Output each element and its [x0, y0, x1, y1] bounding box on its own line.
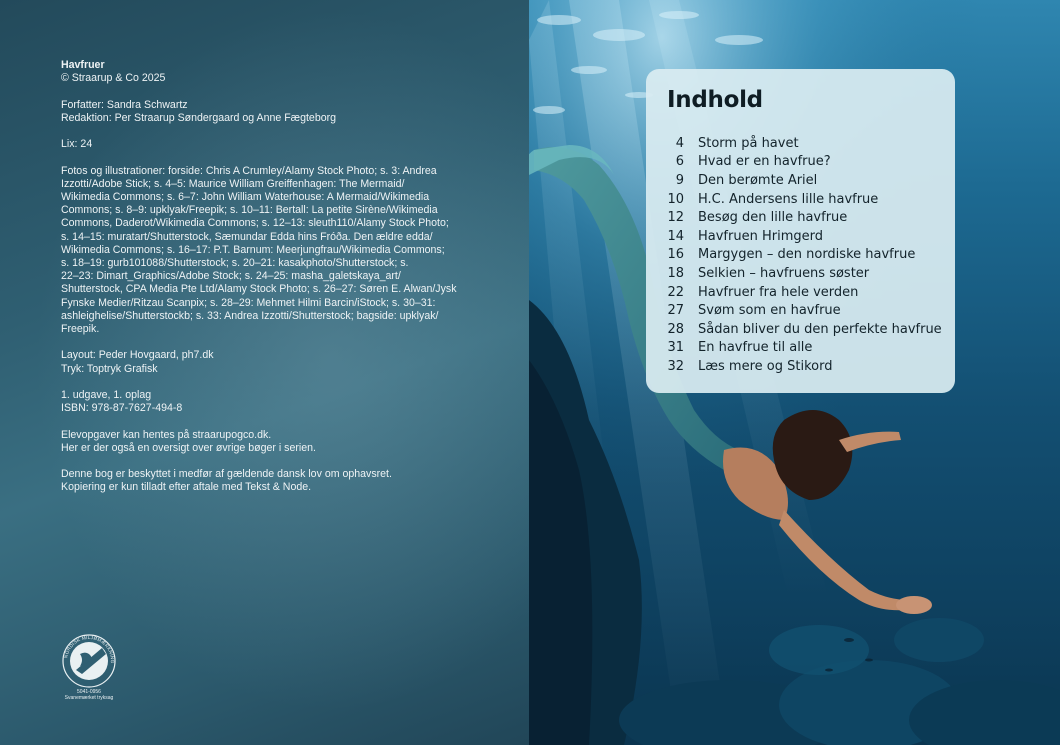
photo-credits-line: s. 14–15: muratart/Shutterstock, Sæmundar Edda hins Fróða. Den ældre edda/	[61, 230, 433, 243]
toc-page-number: 22	[667, 284, 684, 300]
toc-entry[interactable]	[662, 301, 952, 320]
toc-entry-label: Besøg den lille havfrue	[698, 210, 848, 226]
copying-notice: Kopiering er kun tilladt efter aftale med Tekst & Node.	[61, 481, 312, 494]
edition-line: 1. udgave, 1. oplag	[61, 389, 152, 401]
book-title: Havfruer	[61, 59, 105, 71]
colophon-text	[61, 59, 481, 508]
toc-entry[interactable]	[662, 190, 952, 209]
photo-credits-line: Wikimedia Commons; s. 16–17: P.T. Barnum: Meerjungfrau/Wikimedia Commons;	[61, 243, 445, 256]
photo-credits-line: ashleighelise/Shutterstockb; s. 33: Andrea Izzotti/Shutterstock; bagside: upklyak/	[61, 309, 439, 322]
toc-entry-label: Margygen – den nordiske havfrue	[698, 247, 916, 263]
toc-entry[interactable]	[662, 208, 952, 227]
toc-entry[interactable]	[662, 227, 952, 246]
author-line: Forfatter: Sandra Schwartz	[61, 98, 188, 111]
toc-page-number: 28	[667, 321, 684, 337]
toc-entry-label: Selkien – havfruens søster	[698, 265, 870, 281]
toc-list	[662, 134, 952, 376]
toc-entry-label: Storm på havet	[698, 135, 799, 151]
toc-page-number: 10	[667, 191, 684, 207]
toc-entry[interactable]	[662, 283, 952, 302]
toc-page-number: 9	[675, 172, 684, 188]
photo-credits-line: Commons, Daderot/Wikimedia Commons; s. 12–13: sleuth110/Alamy Stock Photo;	[61, 217, 449, 230]
toc-entry[interactable]	[662, 171, 952, 190]
toc-title: Indhold	[667, 87, 763, 113]
toc-page-number: 31	[667, 340, 684, 356]
toc-page-number: 4	[675, 135, 684, 151]
toc-entry-label: H.C. Andersens lille havfrue	[698, 191, 879, 207]
photo-credits-line: Fotos og illustrationer: forside: Chris A Crumley/Alamy Stock Photo; s. 3: Andrea	[61, 164, 437, 177]
toc-page-number: 18	[667, 265, 684, 281]
print-credit: Tryk: Toptryk Grafisk	[61, 362, 158, 375]
toc-entry-label: Havfruer fra hele verden	[698, 284, 859, 300]
toc-entry[interactable]	[662, 320, 952, 339]
photo-credits-line: Shutterstock, CPA Media Pte Ltd/Alamy Stock Photo; s. 26–27: Søren E. Alwan/Jysk	[61, 283, 457, 296]
toc-page-number: 12	[667, 210, 684, 226]
toc-page-number: 14	[667, 228, 684, 244]
toc-page-number: 16	[667, 247, 684, 263]
toc-entry[interactable]	[662, 264, 952, 283]
toc-entry[interactable]	[662, 134, 952, 153]
toc-entry-label: Hvad er en havfrue?	[698, 154, 831, 170]
toc-page-number: 32	[667, 358, 684, 374]
layout-credit: Layout: Peder Hovgaard, ph7.dk	[61, 349, 214, 362]
photo-credits-line: Wikimedia Commons; s. 6–7: John William Waterhouse: A Mermaid/Wikimedia	[61, 190, 430, 203]
copyright-line: © Straarup & Co 2025	[61, 72, 166, 85]
toc-entry[interactable]	[662, 153, 952, 172]
photo-credits-line: Izzotti/Adobe Stick; s. 4–5: Maurice William Greiffenhagen: The Mermaid/	[61, 177, 405, 190]
photo-credits-line: 22–23: Dimart_Graphics/Adobe Stock; s. 24–25: masha_galetskaya_art/	[61, 270, 401, 283]
toc-entry-label: Sådan bliver du den perfekte havfrue	[698, 321, 942, 337]
ecolabel-caption: Svanemærket tryksag	[64, 695, 114, 701]
swan-label-icon	[62, 634, 116, 688]
colophon-page	[0, 0, 529, 745]
photo-credits	[61, 165, 481, 337]
toc-entry[interactable]	[662, 246, 952, 265]
ecolabel-ring-text: NORDISK MILJØMÆRKNING	[63, 634, 116, 664]
toc-entry[interactable]	[662, 339, 952, 358]
toc-page-number: 6	[675, 154, 684, 170]
editors-line: Redaktion: Per Straarup Søndergaard og Anne Fægteborg	[61, 111, 337, 124]
toc-entry-label: Læs mere og Stikord	[698, 358, 833, 374]
contents-page	[529, 0, 1060, 745]
photo-credits-line: Freepik.	[61, 323, 100, 336]
tasks-line: Elevopgaver kan hentes på straarupogco.dk.	[61, 428, 272, 441]
series-line: Her er der også en oversigt over øvrige bøger i serien.	[61, 441, 316, 454]
copyright-notice: Denne bog er beskyttet i medfør af gældende dansk lov om ophavsret.	[61, 468, 392, 481]
toc-entry[interactable]	[662, 357, 952, 376]
isbn-line: ISBN: 978-87-7627-494-8	[61, 402, 183, 415]
toc-entry-label: Havfruen Hrimgerd	[698, 228, 823, 244]
toc-entry-label: Den berømte Ariel	[698, 172, 818, 188]
toc-entry-label: Svøm som en havfrue	[698, 303, 841, 319]
photo-credits-line: Fynske Medier/Ritzau Scanpix; s. 28–29: Mehmet Hilmi Barcin/iStock; s. 30–31:	[61, 296, 436, 309]
ecolabel-number: 5041-0956	[77, 689, 101, 695]
photo-credits-line: s. 18–19: gurb101088/Shutterstock; s. 20–21: kasakphoto/Shutterstock; s.	[61, 257, 409, 269]
lix-line: Lix: 24	[61, 138, 93, 151]
table-of-contents	[646, 69, 955, 393]
toc-entry-label: En havfrue til alle	[698, 340, 813, 356]
swan-ecolabel	[61, 634, 117, 701]
photo-credits-line: Commons; s. 8–9: upklyak/Freepik; s. 10–11: Bertall: La petite Sirène/Wikimedia	[61, 204, 438, 217]
toc-page-number: 27	[667, 303, 684, 319]
